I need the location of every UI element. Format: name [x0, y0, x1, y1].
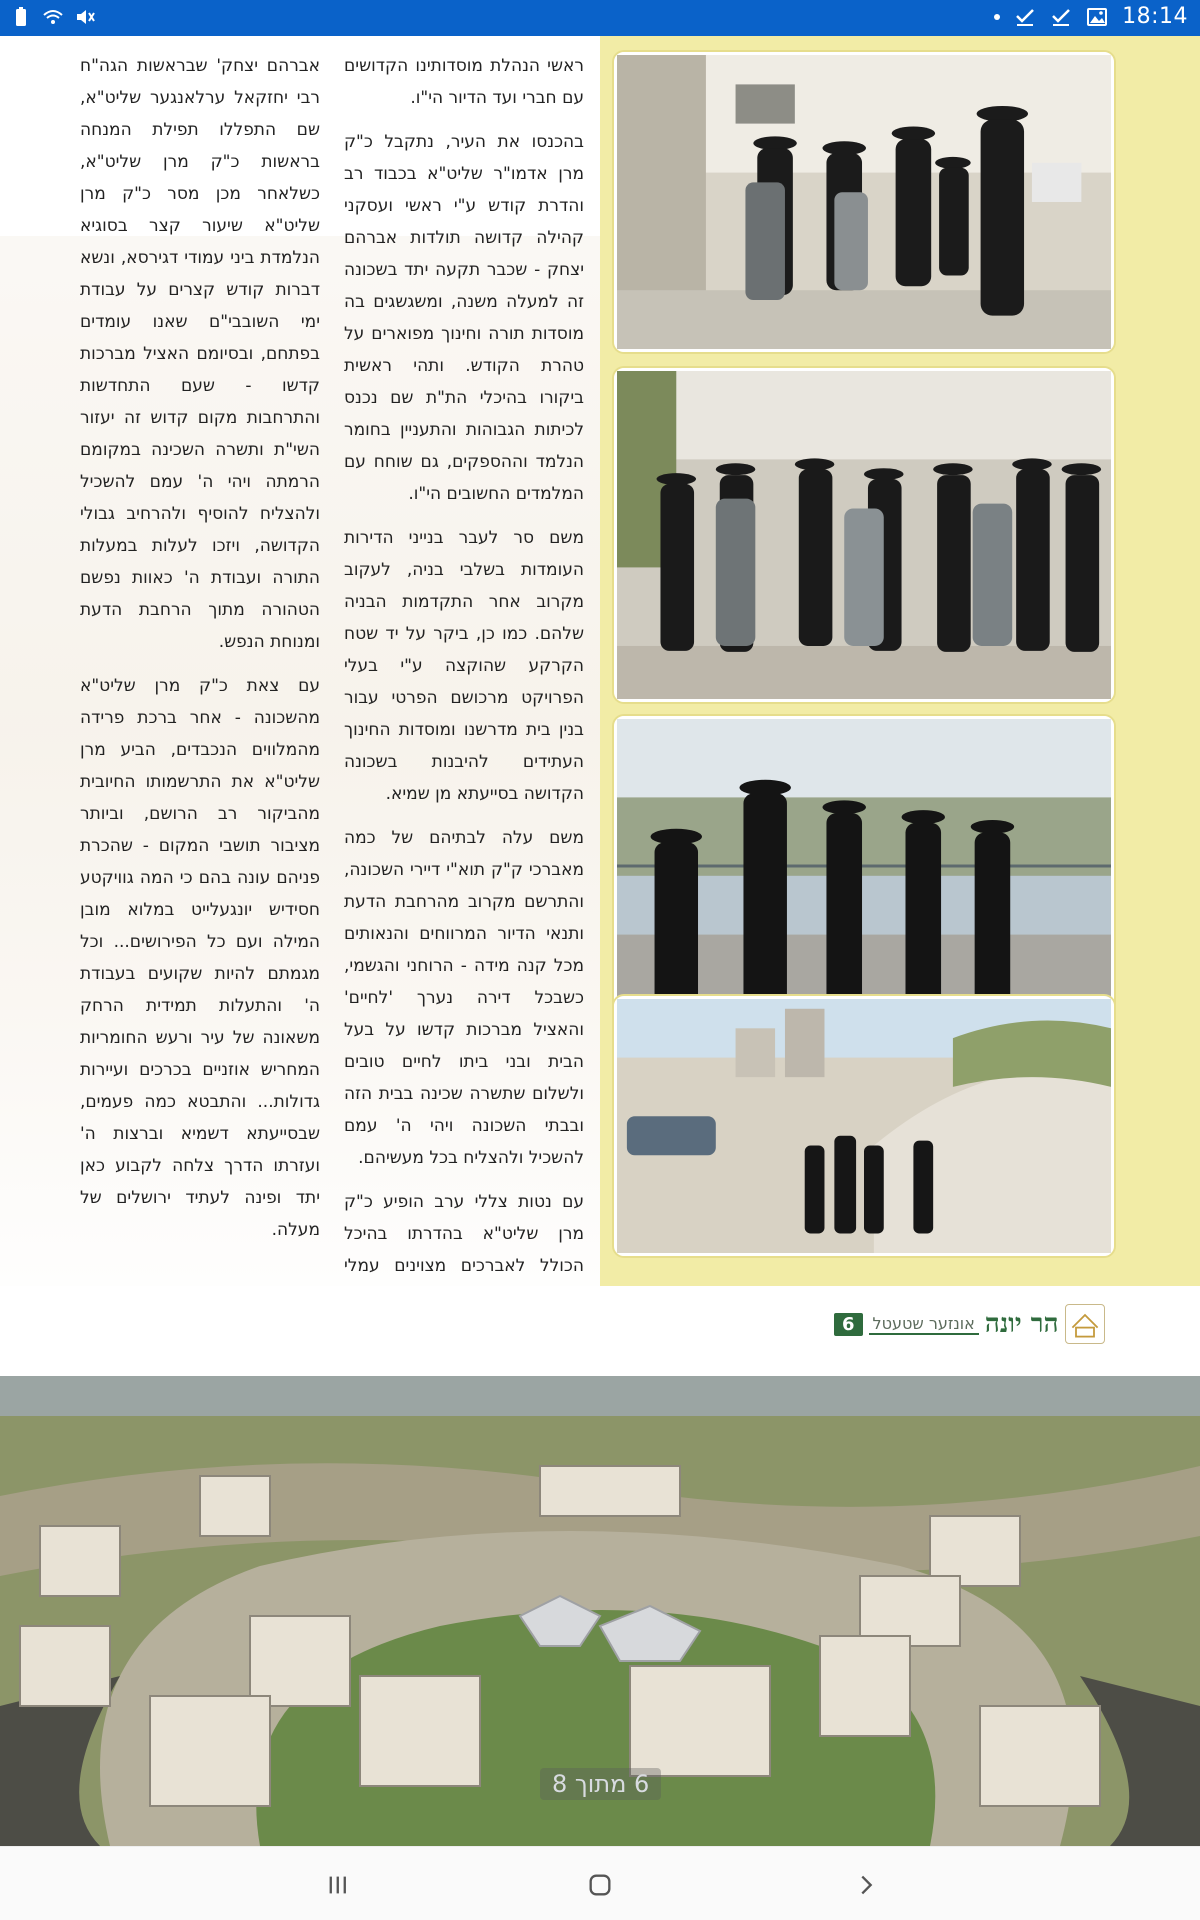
- recent-apps-icon: [324, 1871, 352, 1899]
- dot-icon: [994, 14, 1000, 20]
- page-footer: [0, 1286, 1200, 1376]
- brand-logo: [1065, 1304, 1105, 1344]
- page-number: 6: [834, 1313, 863, 1336]
- brand-name: הר יונה: [984, 1309, 1059, 1339]
- article-paragraph: עם נטות צללי ערב הופיע כ"ק מרן שליט"א בהדרתו בהיכל הכולל לאברכים מצוינים עמלי: [344, 1192, 584, 1276]
- photo-visit-group: [614, 368, 1114, 702]
- navigation-bar: [0, 1846, 1200, 1920]
- battery-icon: [10, 6, 32, 28]
- footer-brand: [834, 1304, 1105, 1344]
- article-paragraph: בהכנסו את העיר, נתקבל כ"ק מרן אדמו"ר שליט"א בכבוד רב והדרת קודש ע"י ראשי ועסקני קהילה קדושה תולדות אברהם יצחק - שכבר תקעה יתד בשכונה זה למעלה משנה, ומשגשגים בה מוסדות תורה וחינוך מפוארים על טהרת הקודש. ותהי ראשית ביקורו בהיכלי הת"ת שם נכנס לכיתות הגבוהות והתעניין בחומר הנלמד וההספקים, גם שוחח עם המלמדים החשובים הי"ו.: [344, 132, 584, 504]
- article-column-left: [80, 50, 320, 1258]
- photo-construction-site: [614, 996, 1114, 1256]
- recent-apps-button[interactable]: [318, 1865, 358, 1905]
- image-icon: [1086, 6, 1108, 28]
- back-button[interactable]: [846, 1865, 886, 1905]
- status-bar: [0, 0, 1200, 36]
- back-icon: [852, 1871, 880, 1899]
- status-right: [994, 4, 1188, 29]
- wifi-icon: [42, 6, 64, 28]
- magazine-page[interactable]: [0, 36, 1200, 1286]
- home-button[interactable]: [580, 1865, 620, 1905]
- status-time: 18:14: [1122, 4, 1188, 29]
- brand-subtitle: אונזער שטעטל: [869, 1314, 979, 1335]
- article-paragraph: עם צאת כ"ק מרן שליט"א מהשכונה - אחר ברכת פרידה מהמלווים הנכבדים, הביע מרן שליט"א את התרשמותו החיובית מהביקור רב הרושם, וביותר מציבור תושבי המקום - שהכרת פניהם עונה בהם כי המה גוויקטע חסידיש יונגעלייט במלוא מובן המילה ועם כל הפירושים... וכל מגמתם להיות שקועים בעבודת ה' והתעלות תמידית הרחק משאונה של עיר ורעש החומריות המחריש אוזניים בכרכים ועיירות גדולות... והתבטא כמה פעמים, שבסייעתא דשמיא וברצות ה' ועזרתו הדרך צלחה לקבוע כאן יתד ופינה לעתיד ירושלים של מעלה.: [80, 676, 320, 1240]
- check-icon: [1050, 6, 1072, 28]
- photo-visit-balcony: [614, 716, 1114, 1016]
- check-icon: [1014, 6, 1036, 28]
- page-indicator: 6 מתוך 8: [540, 1768, 661, 1800]
- article-paragraph: אברהם יצחק' שבראשות הגה"ח רבי יחזקאל ערלאנגער שליט"א, שם התפללו תפילת המנחה בראשות כ"ק מרן שליט"א, כשלאחר מכן מסר כ"ק מרן שליט"א שיעור קצר בסוגיא הנלמדת ביני עמודי דגירסא, ונשא דברות קודש קצרים על עבודת ימי השובבי"ם שאנו עומדים בפתחם, ובסיומם האציל מברכות קדשו - שעם התחדשות והתרחבות מקום קדוש זה יעזור השי"ת ותשרה השכינה במקומם הרמתה ויהי ה' עמם להשכיל ולהצליח להוסיף ולהרחיב גבולי הקדושה, ויזכו לעלות במעלות התורה ועבודת ה' כאוות נפשם הטהורה מתוך הרחבת הדעת ומנוחת הנפש.: [80, 56, 320, 652]
- home-icon: [586, 1871, 614, 1899]
- status-left: [10, 6, 96, 28]
- article-paragraph: משם עלה לבתיהם של כמה מאברכי ק"ק תוא"י דיירי השכונה, והתרשם מקרוב מהרחבת הדעת ותנאי הדיור המרווחים והנאותים מכל קנה מידה - הרוחני והגשמי, כשבכל דירה נערך 'לחיים' והאציל מברכות קדשו על בעל הבית ובני ביתו לחיים טובים ולשלום שתשרה שכינה בבית הזה ובבתי השכונה ויהי ה' עמם להשכיל ולהצליח בכל מעשיהם.: [344, 828, 584, 1168]
- mute-icon: [74, 6, 96, 28]
- article-column-right: [344, 50, 584, 1326]
- photo-visit-corridor: [614, 52, 1114, 352]
- article-paragraph: ראשי הנהלת מוסדותינו הקדושים עם חברי ועד הדיור הי"ו.: [344, 56, 584, 108]
- article-paragraph: משם סר לעבר בנייני הדירות העומדות בשלבי בניה, לעקוב מקרוב אחר התקדמות הבניה שלהם. כמו כן, ביקר על יד שטח הקרקע שהוקצה ע"י בעלי הפרויקט מרכושם הפרטי עבור בנין בית מדרשנו ומוסדות החינוך העתידים להיבנות בשכונה הקדושה בסייעתא מן שמיא.: [344, 528, 584, 804]
